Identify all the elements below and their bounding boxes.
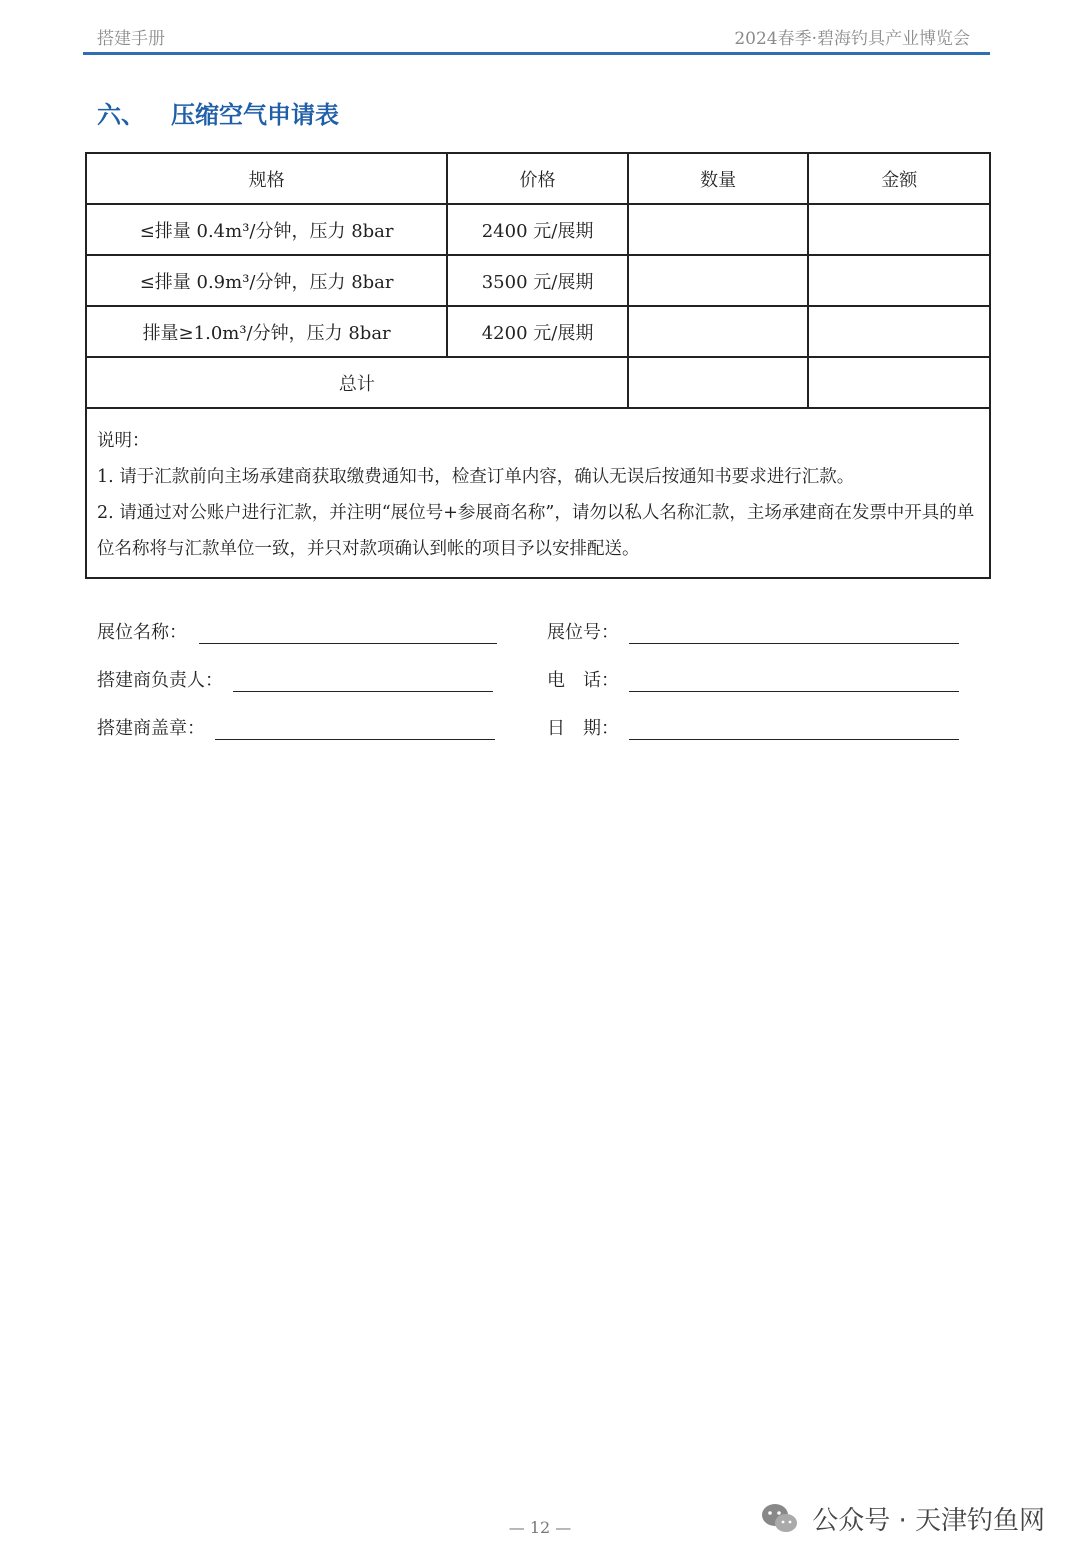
total-amount-cell[interactable]	[808, 357, 990, 408]
date-input[interactable]	[629, 717, 959, 740]
table-header-row	[86, 153, 990, 204]
watermark-text: 公众号 · 天津钓鱼网	[812, 1506, 1045, 1536]
col-header-price: 价格	[447, 153, 628, 204]
booth-no-label: 展位号：	[547, 622, 619, 643]
table-row	[86, 204, 990, 255]
booth-no-field	[547, 618, 959, 644]
col-header-qty: 数量	[628, 153, 809, 204]
notes-cell	[86, 408, 990, 578]
builder-stamp-label: 搭建商盖章：	[97, 718, 205, 739]
amount-cell[interactable]	[808, 306, 990, 357]
note-item: 2. 请通过对公账户进行汇款，并注明“展位号+参展商名称”，请勿以私人名称汇款，主场承建商在发票中开具的单位名称将与汇款单位一致，并只对款项确认到帐的项目予以安排配送。	[97, 503, 975, 559]
notes-heading: 说明：	[97, 431, 150, 451]
watermark	[760, 1500, 1045, 1537]
wechat-icon	[760, 1502, 800, 1536]
compressed-air-table	[85, 152, 991, 579]
note-item: 1. 请于汇款前向主场承建商获取缴费通知书，检查订单内容，确认无误后按通知书要求进行汇款。	[97, 467, 855, 487]
phone-label: 电 话：	[547, 670, 619, 691]
total-row	[86, 357, 990, 408]
header-doc-title: 搭建手册	[97, 29, 165, 49]
header-event-title: 2024春季·碧海钓具产业博览会	[734, 29, 970, 49]
builder-stamp-field	[97, 714, 495, 740]
price-cell: 2400 元/展期	[447, 204, 628, 255]
page-number: — 12 —	[508, 1518, 572, 1537]
builder-stamp-input[interactable]	[215, 717, 495, 740]
spec-cell: ≤排量 0.9m³/分钟，压力 8bar	[86, 255, 447, 306]
header-divider	[83, 52, 990, 55]
section-number: 六、	[97, 101, 145, 129]
spec-cell: ≤排量 0.4m³/分钟，压力 8bar	[86, 204, 447, 255]
table-row	[86, 306, 990, 357]
amount-cell[interactable]	[808, 204, 990, 255]
date-label: 日 期：	[547, 718, 619, 739]
builder-manager-input[interactable]	[233, 669, 493, 692]
booth-no-input[interactable]	[629, 621, 959, 644]
date-field	[547, 714, 959, 740]
qty-cell[interactable]	[628, 255, 809, 306]
price-cell: 3500 元/展期	[447, 255, 628, 306]
col-header-spec: 规格	[86, 153, 447, 204]
qty-cell[interactable]	[628, 204, 809, 255]
builder-manager-field	[97, 666, 493, 692]
col-header-amount: 金额	[808, 153, 990, 204]
table-row	[86, 255, 990, 306]
notes-row	[86, 408, 990, 578]
spec-cell: 排量≥1.0m³/分钟，压力 8bar	[86, 306, 447, 357]
booth-name-label: 展位名称：	[97, 622, 187, 643]
price-cell: 4200 元/展期	[447, 306, 628, 357]
section-title-text: 压缩空气申请表	[171, 101, 339, 129]
booth-name-input[interactable]	[199, 621, 497, 644]
total-qty-cell[interactable]	[628, 357, 809, 408]
booth-name-field	[97, 618, 497, 644]
builder-manager-label: 搭建商负责人：	[97, 670, 223, 691]
total-label: 总计	[86, 357, 628, 408]
qty-cell[interactable]	[628, 306, 809, 357]
phone-input[interactable]	[629, 669, 959, 692]
section-title	[97, 95, 339, 130]
amount-cell[interactable]	[808, 255, 990, 306]
phone-field	[547, 666, 959, 692]
